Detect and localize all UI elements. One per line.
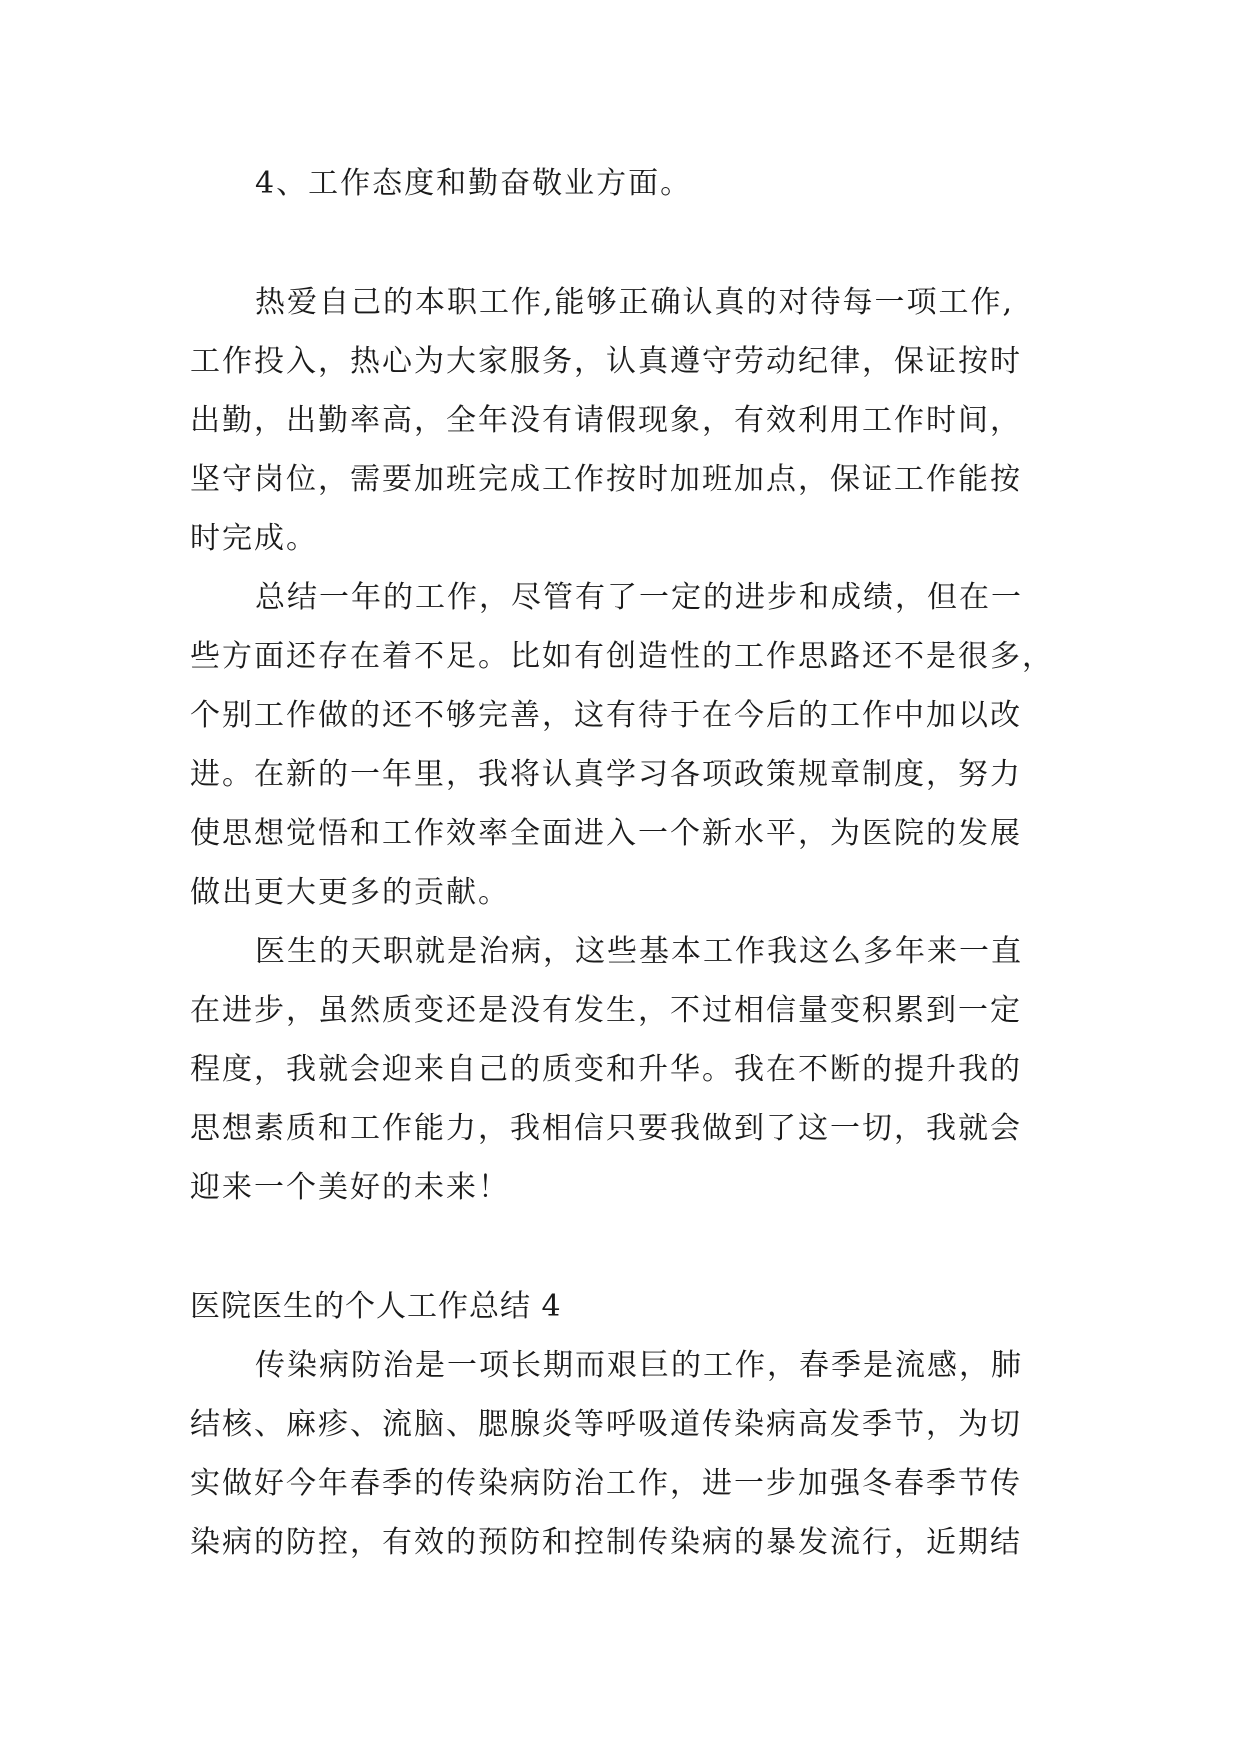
paragraph-line: 使思想觉悟和工作效率全面进入一个新水平，为医院的发展 <box>190 816 1022 851</box>
paragraph-line: 结核、麻疹、流脑、腮腺炎等呼吸道传染病高发季节，为切 <box>190 1407 1022 1442</box>
paragraph-line: 热爱自己的本职工作,能够正确认真的对待每一项工作, <box>255 285 1015 320</box>
paragraph-line: 时完成。 <box>190 521 318 556</box>
paragraph-line: 个别工作做的还不够完善，这有待于在今后的工作中加以改 <box>190 698 1022 733</box>
paragraph-line: 思想素质和工作能力，我相信只要我做到了这一切，我就会 <box>190 1111 1022 1146</box>
paragraph-line: 实做好今年春季的传染病防治工作，进一步加强冬春季节传 <box>190 1466 1022 1501</box>
paragraph-line: 坚守岗位，需要加班完成工作按时加班加点，保证工作能按 <box>190 462 1022 497</box>
paragraph-line: 程度，我就会迎来自己的质变和升华。我在不断的提升我的 <box>190 1052 1022 1087</box>
paragraph-line: 在进步，虽然质变还是没有发生，不过相信量变积累到一定 <box>190 993 1022 1028</box>
paragraph-line: 医生的天职就是治病，这些基本工作我这么多年来一直 <box>255 934 1023 969</box>
paragraph-line: 出勤，出勤率高，全年没有请假现象，有效利用工作时间， <box>190 403 1022 438</box>
paragraph-line: 进。在新的一年里，我将认真学习各项政策规章制度，努力 <box>190 757 1022 792</box>
section-heading-summary-4: 医院医生的个人工作总结 4 <box>190 1289 562 1324</box>
paragraph-line: 做出更大更多的贡献。 <box>190 875 510 910</box>
paragraph-line: 迎来一个美好的未来！ <box>190 1170 510 1205</box>
section-heading-attitude: 4、工作态度和勤奋敬业方面。 <box>255 166 693 201</box>
paragraph-line: 些方面还存在着不足。比如有创造性的工作思路还不是很多， <box>190 639 1054 674</box>
paragraph-line: 工作投入，热心为大家服务，认真遵守劳动纪律，保证按时 <box>190 344 1022 379</box>
paragraph-line: 传染病防治是一项长期而艰巨的工作，春季是流感，肺 <box>255 1348 1023 1383</box>
paragraph-line: 总结一年的工作，尽管有了一定的进步和成绩，但在一 <box>255 580 1023 615</box>
paragraph-line: 染病的防控，有效的预防和控制传染病的暴发流行，近期结 <box>190 1525 1022 1560</box>
